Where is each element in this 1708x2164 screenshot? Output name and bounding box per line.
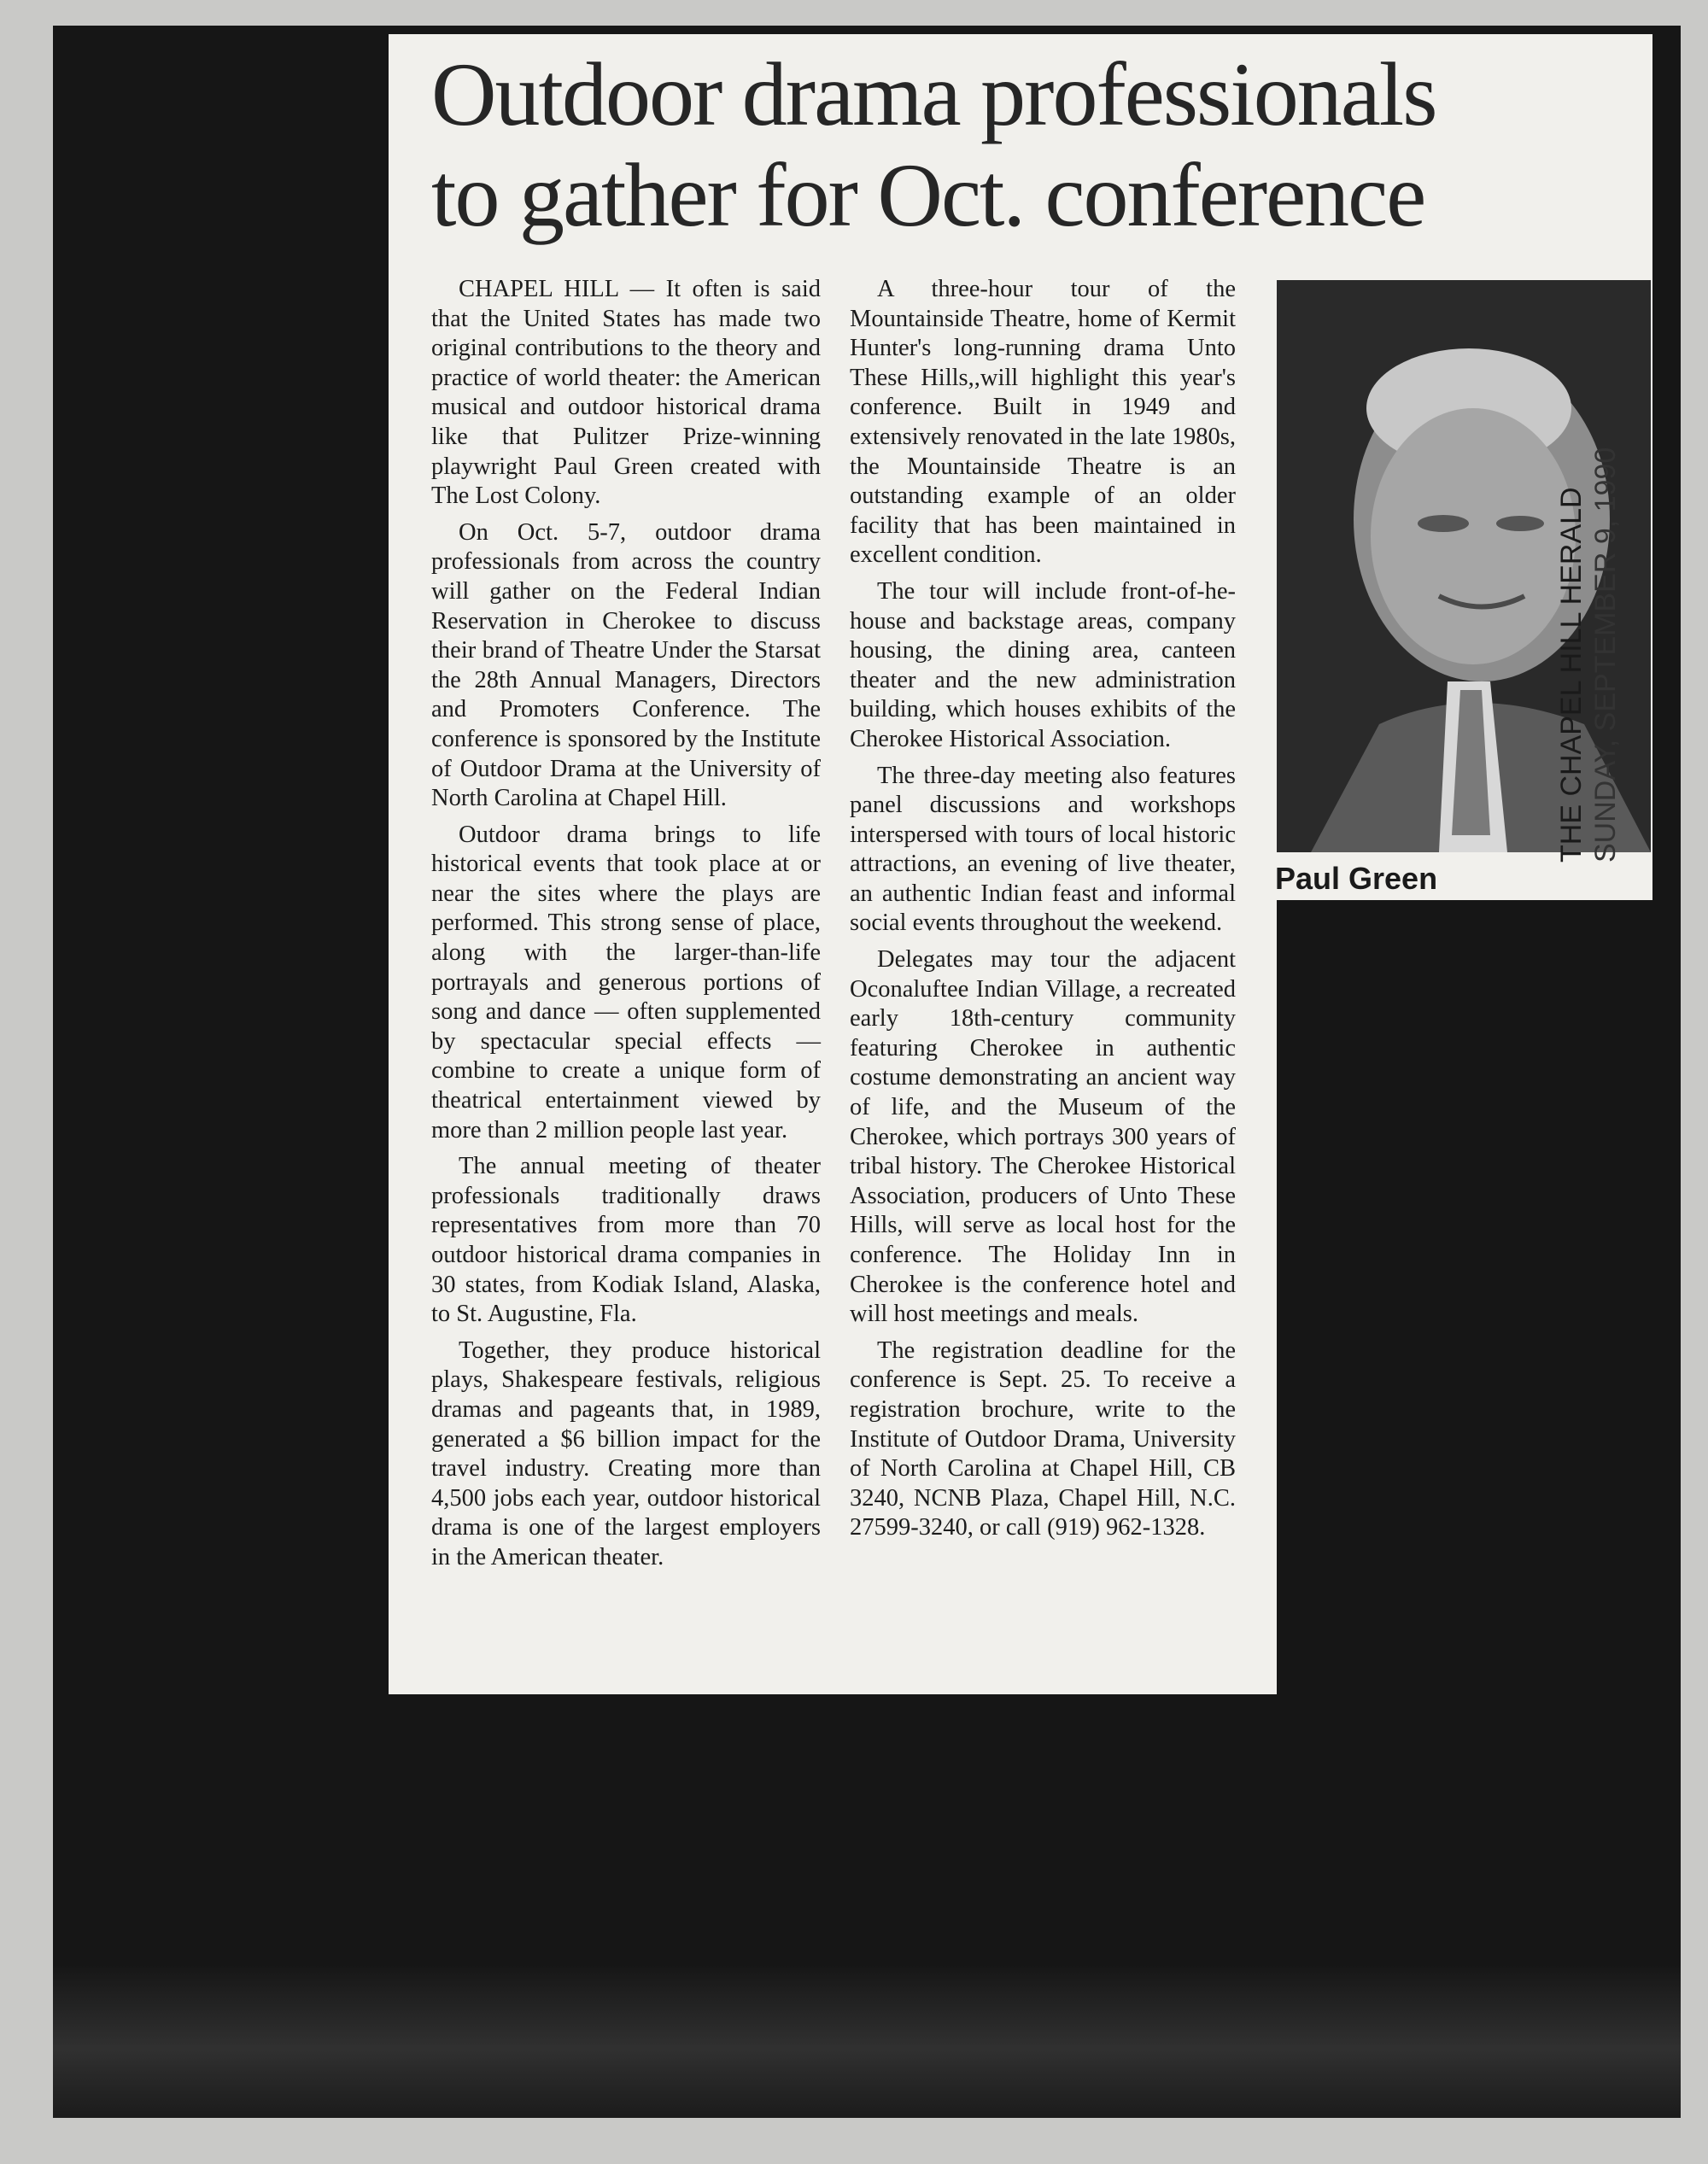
paragraph: CHAPEL HILL — It often is said that the United States has made two original contributions to the theory and practice of world theater: the American musical and outdoor historical drama like that Pulitzer Prize-winning playwright Paul Green created with The Lost Colony. [431, 276, 821, 510]
paragraph: The tour will include front-of-he-house and backstage areas, company housing, the dining area, canteen theater and the new administration building, which houses exhibits of the Cherokee Historical Association. [850, 577, 1236, 752]
paragraph: Together, they produce historical plays, Shakespeare festivals, religious dramas and pageants that, in 1989, generated a $6 billion impact for the travel industry. Creating more than 4,500 jobs each year, outdoor historical drama is one of the largest employers in the American theater. [431, 1336, 821, 1570]
photo-caption: Paul Green [1275, 861, 1438, 896]
paragraph: On Oct. 5-7, outdoor drama professionals from across the country will gather on the Federal Indian Reservation in Cherokee to discuss their brand of Theatre Under the Starsat the 28th Annual Managers, Directors and Promoters Conference. The conference is sponsored by the Institute of Outdoor Drama at the University of North Carolina at Chapel Hill. [431, 518, 821, 812]
paragraph: The three-day meeting also features panel discussions and workshops interspersed with tours of local historic attractions, an evening of live theater, an authentic Indian feast and informal social events throughout the weekend. [850, 762, 1236, 937]
page-shadow [53, 1964, 1681, 2118]
paragraph: Delegates may tour the adjacent Oconaluftee Indian Village, a recreated early 18th-century community featuring Cherokee in authentic costume demonstrating an ancient way of life, and the Museum of the Cherokee, which portrays 300 years of tribal history. The Cherokee Historical Association, producers of Unto These Hills, will serve as local host for the conference. The Holiday Inn in Cherokee is the conference hotel and will host meetings and meals. [850, 946, 1236, 1328]
paragraph: Outdoor drama brings to life historical events that took place at or near the sites where the plays are performed. This strong sense of place, along with the larger-than-life portrayals and generous portions of song and dance — often supplemented by spectacular special effects — combine to create a unique form of theatrical entertainment viewed by more than 2 million people last year. [431, 821, 821, 1143]
publication-date: SUNDAY, SEPTEMBER 9, 1990 [1589, 447, 1622, 863]
article-column-right [850, 275, 1236, 1550]
source-stamp [1554, 447, 1623, 863]
article-headline [431, 44, 1652, 246]
headline-line-2: to gather for Oct. conference [431, 145, 1425, 245]
paragraph: A three-hour tour of the Mountainside Theatre, home of Kermit Hunter's long-running drama Unto These Hills,,will highlight this year's conference. Built in 1949 and extensively renovated in the late 1980s, the Mountainside Theatre is an outstanding example of an older facility that has been maintained in excellent condition. [850, 276, 1236, 569]
newspaper-name: THE CHAPEL HILL HERALD [1555, 487, 1588, 863]
paragraph: The annual meeting of theater professionals traditionally draws representatives from more than 70 outdoor historical drama companies in 30 states, from Kodiak Island, Alaska, to St. Augustine, Fla. [431, 1153, 821, 1328]
paragraph: The registration deadline for the conference is Sept. 25. To receive a registration brochure, write to the Institute of Outdoor Drama, University of North Carolina at Chapel Hill, CB 3240, NCNB Plaza, Chapel Hill, N.C. 27599-3240, or call (919) 962-1328. [850, 1336, 1236, 1541]
headline-line-1: Outdoor drama professionals [431, 44, 1436, 144]
article-column-left [431, 275, 821, 1580]
